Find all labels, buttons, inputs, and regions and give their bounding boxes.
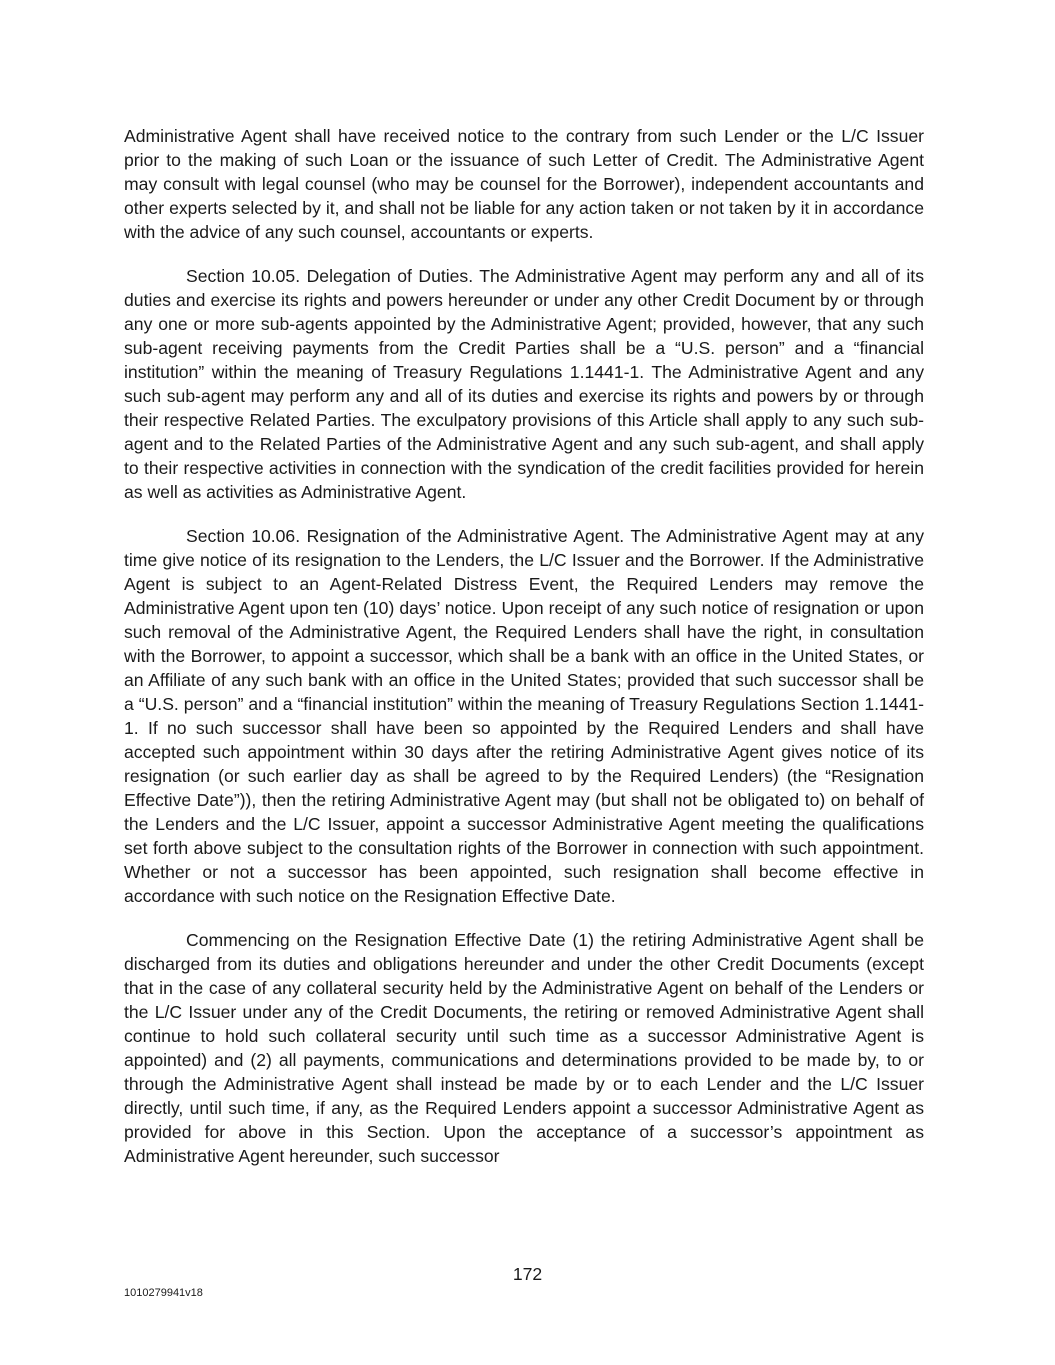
paragraph-section-10-05: Section 10.05. Delegation of Duties. The Administrative Agent may perform any and all of its duties and exercise its rights and powers hereunder or under any other Credit Document by or through any one or more sub-agents appointed by the Administrative Agent; provided, however, that any such sub-agent receiving payments from the Credit Parties shall be a “U.S. person” and a “financial institution” within the meaning of Treasury Regulations 1.1441-1. The Administrative Agent and any such sub-agent may perform any and all of its duties and exercise its rights and powers by or through their respective Related Parties. The exculpatory provisions of this Article shall apply to any such sub-agent and to the Related Parties of the Administrative Agent and any such sub-agent, and shall apply to their respective activities in connection with the syndication of the credit facilities provided for herein as well as activities as Administrative Agent. — [124, 266, 924, 502]
paragraph-continuation: Administrative Agent shall have received notice to the contrary from such Lender or the L/C Issuer prior to the making of such Loan or the issuance of such Letter of Credit. The Administrative Agent may consult with legal counsel (who may be counsel for the Borrower), independent accountants and other experts selected by it, and shall not be liable for any action taken or not taken by it in accordance with the advice of any such counsel, accountants or experts. — [124, 126, 924, 242]
page-number: 172 — [512, 1264, 543, 1284]
paragraph-resignation-effective: Commencing on the Resignation Effective Date (1) the retiring Administrative Agent shall be discharged from its duties and obligations hereunder and under the other Credit Documents (except that in the case of any collateral security held by the Administrative Agent on behalf of the Lenders or the L/C Issuer under any of the Credit Documents, the retiring or removed Administrative Agent shall continue to hold such collateral security until such time as a successor Administrative Agent is appointed) and (2) all payments, communications and determinations provided to be made by, to or through the Administrative Agent shall instead be made by or to each Lender and the L/C Issuer directly, until such time, if any, as the Required Lenders appoint a successor Administrative Agent as provided for above in this Section. Upon the acceptance of a successor’s appointment as Administrative Agent hereunder, such successor — [124, 930, 924, 1166]
document-id: 1010279941v18 — [124, 1287, 203, 1299]
document-body — [124, 124, 924, 1188]
paragraph-section-10-06: Section 10.06. Resignation of the Administrative Agent. The Administrative Agent may at any time give notice of its resignation to the Lenders, the L/C Issuer and the Borrower. If the Administrative Agent is subject to an Agent-Related Distress Event, the Required Lenders may remove the Administrative Agent upon ten (10) days’ notice. Upon receipt of any such notice of resignation or upon such removal of the Administrative Agent, the Required Lenders shall have the right, in consultation with the Borrower, to appoint a successor, which shall be a bank with an office in the United States, or an Affiliate of any such bank with an office in the United States; provided that such successor shall be a “U.S. person” and a “financial institution” within the meaning of Treasury Regulations Section 1.1441-1. If no such successor shall have been so appointed by the Required Lenders and shall have accepted such appointment within 30 days after the retiring Administrative Agent gives notice of its resignation (or such earlier day as shall be agreed to by the Required Lenders) (the “Resignation Effective Date”)), then the retiring Administrative Agent may (but shall not be obligated to) on behalf of the Lenders and the L/C Issuer, appoint a successor Administrative Agent meeting the qualifications set forth above subject to the consultation rights of the Borrower in connection with such appointment. Whether or not a successor has been appointed, such resignation shall become effective in accordance with such notice on the Resignation Effective Date. — [124, 526, 924, 906]
